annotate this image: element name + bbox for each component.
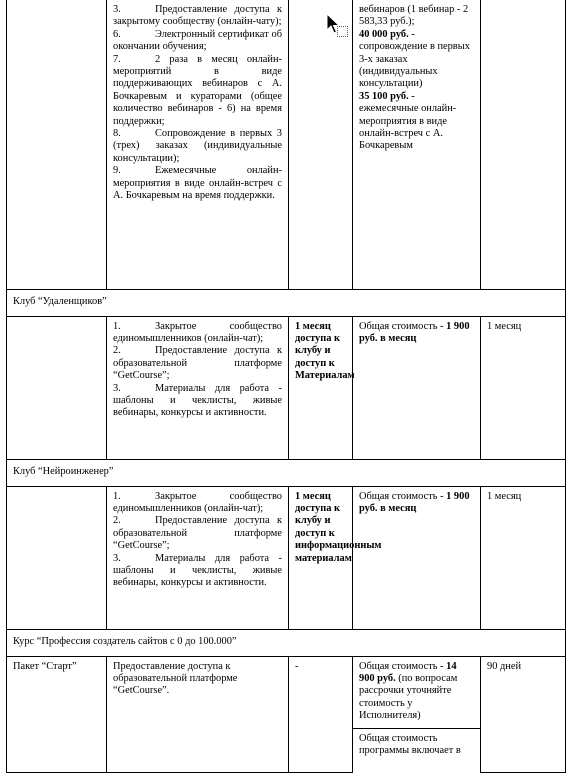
tariff-name-cell [7, 0, 107, 289]
list-item-text: Предоставление доступа к закрытому сообществу (онлайн-чату); [113, 4, 282, 28]
term-cell [481, 0, 566, 289]
list-item-number: 6. [113, 28, 121, 40]
list-item-number: 2. [113, 515, 121, 527]
price-amount: 1 900 руб. в месяц [359, 490, 470, 514]
resize-handle[interactable] [337, 26, 348, 37]
list-item-text: Материалы для работа - шаблоны и чеклисты, живые вебинары, конкурсы и активности. [113, 552, 282, 589]
list-item-number: 2. [113, 345, 121, 357]
list-item [113, 345, 282, 382]
list-item-text: Сопровождение в первых 3 (трех) заказах (индивидуальные консультации); [113, 128, 282, 164]
term-cell: 1 месяц [481, 486, 566, 629]
price-text: Общая стоимость - [359, 320, 447, 332]
list-item [113, 128, 282, 165]
features-cell [107, 0, 289, 289]
list-item [113, 491, 282, 516]
list-item-text: Предоставление доступа к образовательной платформе “GetCourse”; [113, 515, 282, 552]
price-text: Общая стоимость - [359, 660, 447, 672]
access-cell [289, 0, 353, 289]
group-header-row [7, 459, 566, 486]
list-item [113, 553, 282, 590]
list-item [113, 4, 282, 29]
list-item [113, 165, 282, 202]
price-text: вебинаров (1 вебинар - 2 583,33 руб.); [359, 4, 469, 28]
group-header-row [7, 289, 566, 316]
price-amount: 35 100 руб. - [359, 90, 415, 102]
price-cell [353, 656, 481, 728]
list-item-text: Ежемесячные онлайн-мероприятия в виде онлайн-встреч с А. Бочкаревым на время поддержки. [113, 165, 282, 202]
list-item [113, 515, 282, 552]
price-cell [353, 316, 481, 459]
price-cell [353, 486, 481, 629]
features-cell: Предоставление доступа к образовательной платформе “GetCourse”. [107, 656, 289, 772]
table-row [7, 486, 566, 629]
access-cell: 1 месяц доступа к клубу и доступ к Материалам [289, 316, 353, 459]
list-item-number: 1. [113, 490, 121, 502]
list-item-number: 8. [113, 128, 121, 140]
price-text: ежемесячные онлайн-мероприятия в виде онлайн-встреч с А. Бочкаревым [359, 103, 457, 152]
list-item-number: 3. [113, 382, 121, 394]
list-item-text: Электронный сертификат об окончании обучения; [113, 28, 282, 53]
list-item-number: 9. [113, 165, 121, 177]
access-cell: - [289, 656, 353, 772]
group-title: Курс “Профессия создатель сайтов с 0 до 100.000” [7, 629, 566, 656]
price-cell [353, 0, 481, 289]
list-item [113, 383, 282, 420]
group-title: Клуб “Удаленщиков” [7, 289, 566, 316]
features-list [113, 321, 282, 420]
tariff-table [6, 0, 566, 773]
tariff-name-cell [7, 486, 107, 629]
group-header-row [7, 629, 566, 656]
list-item-number: 1. [113, 320, 121, 332]
list-item [113, 321, 282, 346]
list-item-number: 7. [113, 53, 121, 65]
term-cell: 1 месяц [481, 316, 566, 459]
list-item-text: Предоставление доступа к образовательной платформе “GetCourse”; [113, 345, 282, 382]
features-list [113, 491, 282, 590]
table-row [7, 656, 566, 728]
price-note: (по вопросам рассрочки уточняйте стоимость у Исполнителя) [359, 672, 458, 722]
list-item-text: 2 раза в месяц онлайн-мероприятий в виде поддерживающих вебинаров с А. Бочкаревым и кураторами (общее количество вебинаров - 6) на время поддержки; [113, 53, 282, 127]
list-item-text: Материалы для работа - шаблоны и чеклисты, живые вебинары, конкурсы и активности. [113, 382, 282, 419]
features-list [113, 4, 282, 203]
price-text: Общая стоимость - [359, 490, 447, 502]
features-cell [107, 486, 289, 629]
list-item-number: 3. [113, 4, 121, 15]
tariff-name-cell [7, 316, 107, 459]
list-item [113, 29, 282, 54]
price-text: сопровождение в первых 3-х заказах (индивидуальных консультации) [359, 41, 470, 90]
price-amount: 14 900 руб. [359, 660, 457, 684]
tariff-name-cell: Пакет “Старт” [7, 656, 107, 772]
features-cell [107, 316, 289, 459]
list-item-number: 3. [113, 552, 121, 564]
price-amount: 1 900 руб. в месяц [359, 320, 470, 344]
list-item-text: Закрытое сообщество единомышленников (онлайн-чат); [113, 320, 282, 344]
price-amount: 40 000 руб. - [359, 28, 415, 40]
list-item-text: Закрытое сообщество единомышленников (онлайн-чат); [113, 490, 282, 514]
group-title: Клуб “Нейроинженер” [7, 459, 566, 486]
term-cell: 90 дней [481, 656, 566, 772]
price-cell: Общая стоимость программы включает в [353, 728, 481, 772]
table-row [7, 316, 566, 459]
list-item [113, 54, 282, 128]
table-row [7, 0, 566, 289]
access-cell: 1 месяц доступа к клубу и доступ к информационным материалам [289, 486, 353, 629]
